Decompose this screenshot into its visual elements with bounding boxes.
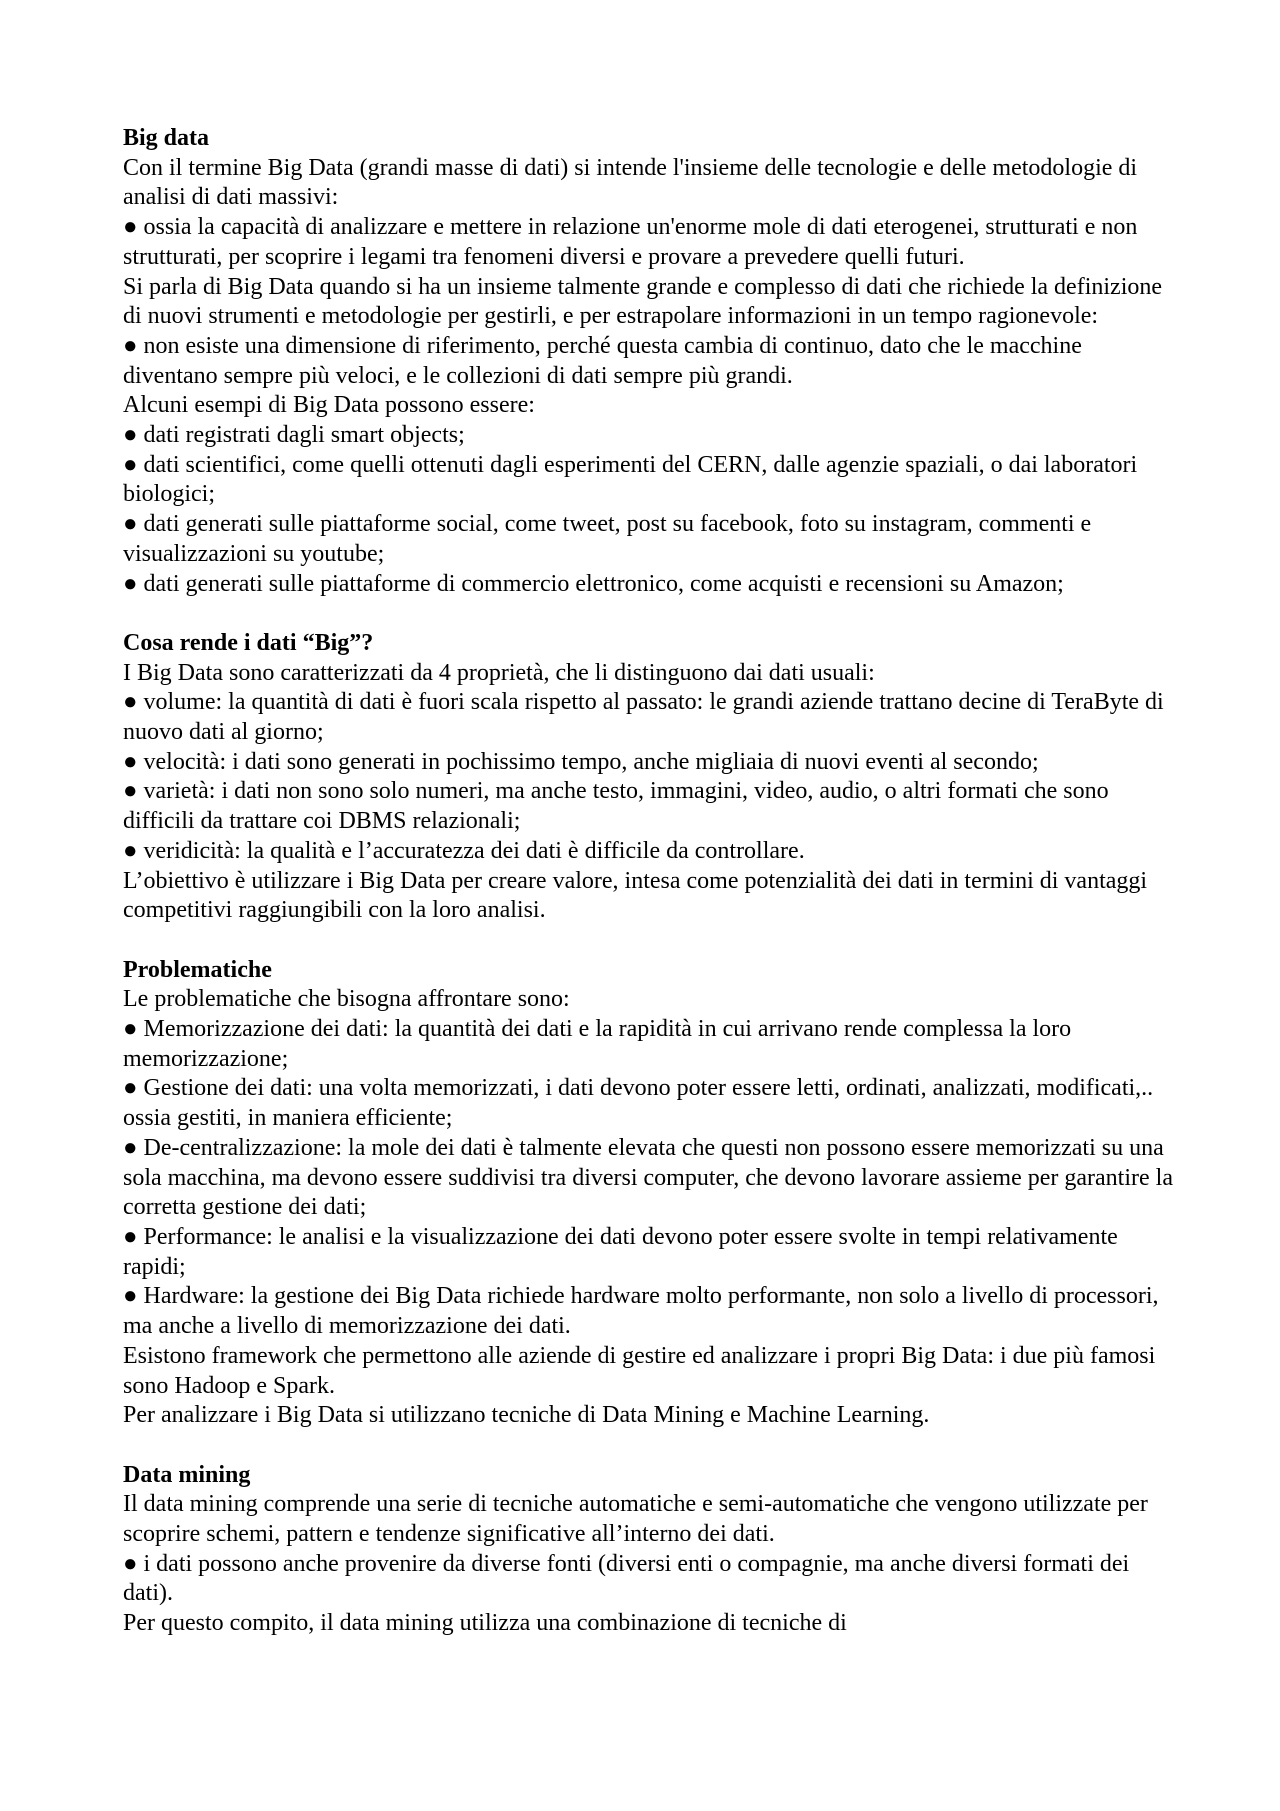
paragraph: Per analizzare i Big Data si utilizzano tecniche di Data Mining e Machine Learning.	[123, 1402, 930, 1429]
section-title: Big data	[123, 125, 210, 151]
section-spacer	[123, 599, 1173, 629]
bullet-item: ● ossia la capacità di analizzare e mettere in relazione un'enorme mole di dati eterogenei, strutturati e non strutturati, per scoprire i legami tra fenomeni diversi e provare a prevedere quelli futuri.	[123, 214, 1138, 270]
bullet-item: ● non esiste una dimensione di riferimento, perché questa cambia di continuo, dato che le macchine diventano sempre più veloci, e le collezioni di dati sempre più grandi.	[123, 332, 1082, 389]
document-body	[123, 124, 1173, 1639]
section-data-mining	[123, 1461, 1173, 1639]
bullet-item: ● veridicità: la qualità e l’accuratezza dei dati è difficile da controllare.	[123, 837, 805, 864]
paragraph: L’obiettivo è utilizzare i Big Data per creare valore, intesa come potenzialità dei dati in termini di vantaggi competitivi raggiungibili con la loro analisi.	[123, 867, 1148, 924]
bullet-item: ● Memorizzazione dei dati: la quantità dei dati e la rapidità in cui arrivano rende complessa la loro memorizzazione;	[123, 1016, 1072, 1072]
section-big-data	[123, 124, 1173, 599]
section-title: Data mining	[123, 1461, 251, 1488]
bullet-item: ● volume: la quantità di dati è fuori scala rispetto al passato: le grandi aziende trattano decine di TeraByte di nuovo dati al giorno;	[123, 689, 1164, 746]
paragraph: Alcuni esempi di Big Data possono essere:	[123, 392, 535, 419]
bullet-item: ● dati registrati dagli smart objects;	[123, 422, 465, 449]
paragraph: Esistono framework che permettono alle aziende di gestire ed analizzare i propri Big Data: i due più famosi sono Hadoop e Spark.	[123, 1342, 1156, 1399]
bullet-item: ● Performance: le analisi e la visualizzazione dei dati devono poter essere svolte in tempi relativamente rapidi;	[123, 1223, 1118, 1280]
bullet-item: ● Gestione dei dati: una volta memorizzati, i dati devono poter essere letti, ordinati, analizzati, modificati,.. ossia gestiti, in maniera efficiente;	[123, 1075, 1154, 1132]
section-cosa-rende-big	[123, 629, 1173, 926]
bullet-item: ● dati scientifici, come quelli ottenuti dagli esperimenti del CERN, dalle agenzie spaziali, o dai laboratori biologici;	[123, 451, 1138, 508]
bullet-item: ● i dati possono anche provenire da diverse fonti (diversi enti o compagnie, ma anche diversi formati dei dati).	[123, 1550, 1130, 1607]
paragraph: I Big Data sono caratterizzati da 4 proprietà, che li distinguono dai dati usuali:	[123, 659, 875, 686]
bullet-item: ● dati generati sulle piattaforme di commercio elettronico, come acquisti e recensioni su Amazon;	[123, 570, 1064, 597]
section-title: Cosa rende i dati “Big”?	[123, 629, 374, 656]
paragraph: Le problematiche che bisogna affrontare sono:	[123, 986, 570, 1013]
section-problematiche	[123, 956, 1173, 1431]
bullet-item: ● velocità: i dati sono generati in pochissimo tempo, anche migliaia di nuovi eventi al secondo;	[123, 748, 1039, 775]
paragraph: Si parla di Big Data quando si ha un insieme talmente grande e complesso di dati che richiede la definizione di nuovi strumenti e metodologie per gestirli, e per estrapolare informazioni in un tempo ragionevole:	[123, 273, 1163, 330]
bullet-item: ● De-centralizzazione: la mole dei dati è talmente elevata che questi non possono essere memorizzati su una sola macchina, ma devono essere suddivisi tra diversi computer, che devono lavorare assieme per garantire la corretta gestione dei dati;	[123, 1134, 1173, 1221]
paragraph: Il data mining comprende una serie di tecniche automatiche e semi-automatiche che vengono utilizzate per scoprire schemi, pattern e tendenze significative all’interno dei dati.	[123, 1491, 1148, 1547]
section-title: Problematiche	[123, 956, 272, 983]
bullet-item: ● varietà: i dati non sono solo numeri, ma anche testo, immagini, video, audio, o altri formati che sono difficili da trattare coi DBMS relazionali;	[123, 778, 1109, 835]
section-spacer	[123, 926, 1173, 956]
section-spacer	[123, 1431, 1173, 1461]
bullet-item: ● dati generati sulle piattaforme social, come tweet, post su facebook, foto su instagram, commenti e visualizzazioni su youtube;	[123, 511, 1092, 567]
paragraph: Con il termine Big Data (grandi masse di dati) si intende l'insieme delle tecnologie e delle metodologie di analisi di dati massivi:	[123, 154, 1138, 211]
bullet-item: ● Hardware: la gestione dei Big Data richiede hardware molto performante, non solo a livello di processori, ma anche a livello di memorizzazione dei dati.	[123, 1283, 1159, 1340]
paragraph: Per questo compito, il data mining utilizza una combinazione di tecniche di	[123, 1610, 847, 1637]
